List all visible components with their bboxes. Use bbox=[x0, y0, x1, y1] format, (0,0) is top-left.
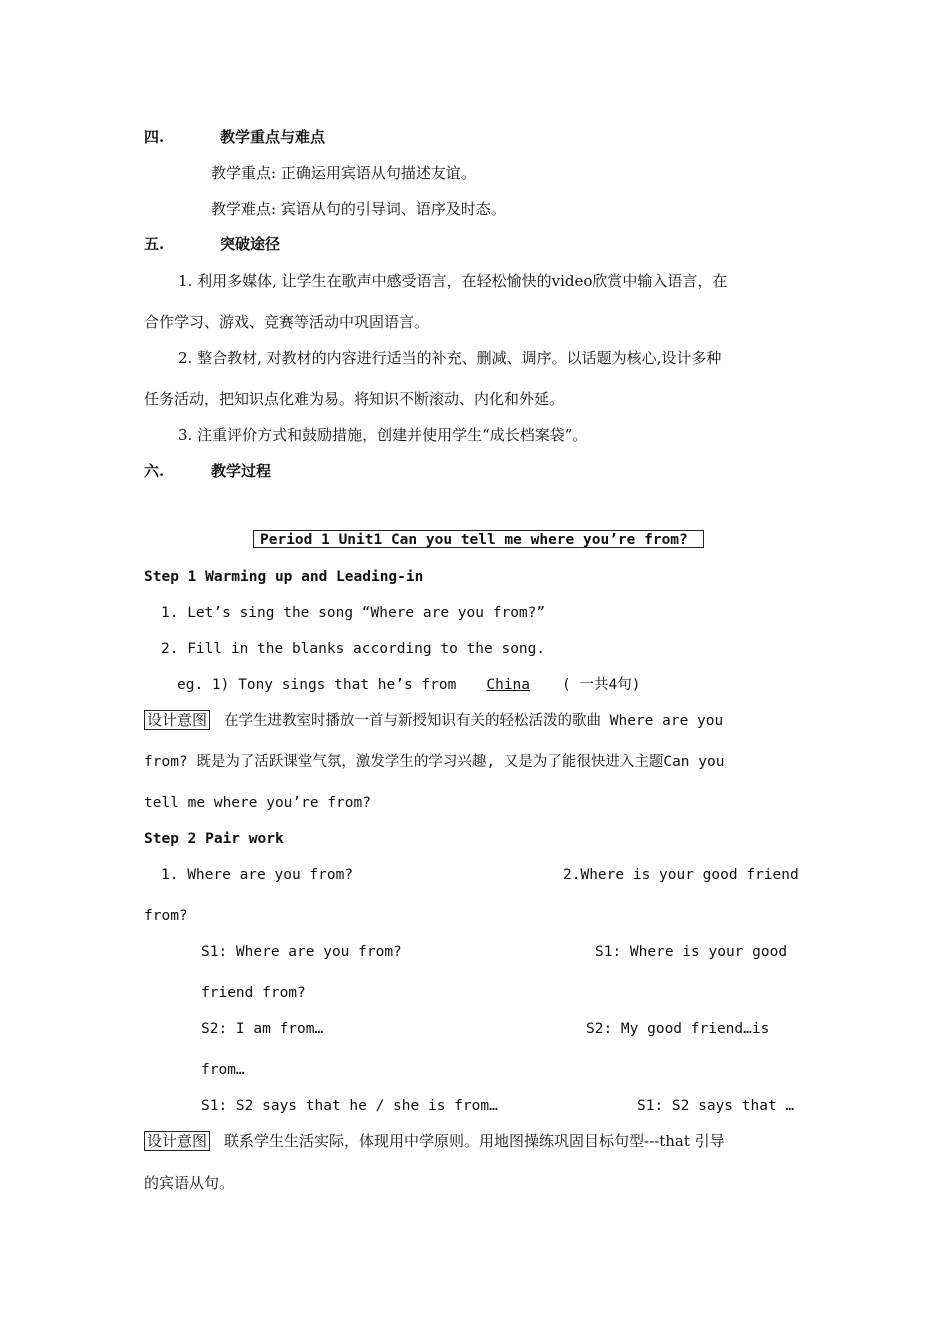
step2-design-line2: 的宾语从句。 bbox=[144, 1174, 235, 1192]
dialog-s3-left: S1: S2 says that he / she is from… bbox=[201, 1098, 498, 1114]
example-note: ( 一共4句) bbox=[562, 677, 641, 693]
section6-number: 六. bbox=[144, 462, 165, 480]
pair-question-2: 2.Where is your good friend bbox=[563, 867, 799, 883]
strategy-item-2-line2: 任务活动，把知识点化难为易。将知识不断滚动、内化和外延。 bbox=[144, 390, 565, 408]
example-answer: China bbox=[486, 677, 531, 693]
step2-heading: Step 2 Pair work bbox=[144, 831, 284, 847]
section4-number: 四. bbox=[144, 128, 165, 146]
step1-example bbox=[177, 675, 640, 695]
step1-design-intent bbox=[144, 710, 723, 731]
design-intent-label-2: 设计意图 bbox=[144, 1131, 210, 1151]
section6-heading: 教学过程 bbox=[211, 462, 272, 480]
design-intent-label: 设计意图 bbox=[144, 710, 210, 730]
step1-design-line3: tell me where you’re from? bbox=[144, 795, 371, 811]
pair-question-2-cont: from? bbox=[144, 908, 188, 924]
strategy-item-2-line1: 2. 整合教材, 对教材的内容进行适当的补充、删减、调序。以话题为核心,设计多种 bbox=[178, 349, 722, 367]
example-prefix: eg. 1) Tony sings that he’s from bbox=[177, 677, 457, 693]
strategy-item-1-line2: 合作学习、游戏、竞赛等活动中巩固语言。 bbox=[144, 313, 430, 331]
dialog-s1-right: S1: Where is your good bbox=[595, 944, 788, 960]
step1-heading: Step 1 Warming up and Leading-in bbox=[144, 569, 424, 585]
dialog-s3-right: S1: S2 says that … bbox=[637, 1098, 795, 1114]
section4-heading: 教学重点与难点 bbox=[220, 128, 326, 146]
strategy-item-1-line1: 1. 利用多媒体, 让学生在歌声中感受语言，在轻松愉快的video欣赏中输入语言，在 bbox=[178, 272, 728, 290]
step1-item-1: 1. Let’s sing the song “Where are you from?” bbox=[161, 605, 546, 621]
dialog-s1-left: S1: Where are you from? bbox=[201, 944, 402, 960]
step1-item-2: 2. Fill in the blanks according to the song. bbox=[161, 641, 546, 657]
step1-design-line2: from? 既是为了活跃课堂气氛，激发学生的学习兴趣, 又是为了能很快进入主题Can you bbox=[144, 754, 725, 770]
strategy-item-3: 3. 注重评价方式和鼓励措施，创建并使用学生“成长档案袋”。 bbox=[178, 426, 588, 444]
step2-design-intent bbox=[144, 1131, 725, 1151]
section5-number: 五. bbox=[144, 235, 165, 253]
difficult-point-text: 教学难点: 宾语从句的引导词、语序及时态。 bbox=[211, 200, 506, 218]
section5-heading: 突破途径 bbox=[220, 235, 281, 253]
dialog-s1-right-cont: friend from? bbox=[201, 985, 306, 1001]
dialog-s2-right: S2: My good friend…is bbox=[586, 1021, 770, 1037]
period-title: Period 1 Unit1 Can you tell me where you’re from? bbox=[253, 530, 704, 548]
design-intent-text: 在学生进教室时播放一首与新授知识有关的轻松活泼的歌曲 Where are you bbox=[224, 713, 724, 729]
design-intent-text-2: 联系学生生活实际，体现用中学原则。用地图操练巩固目标句型---that 引导 bbox=[224, 1132, 725, 1150]
dialog-s2-right-cont: from… bbox=[201, 1062, 245, 1078]
key-point-text: 教学重点: 正确运用宾语从句描述友谊。 bbox=[211, 164, 476, 182]
dialog-s2-left: S2: I am from… bbox=[201, 1021, 324, 1037]
pair-question-1: 1. Where are you from? bbox=[161, 867, 354, 883]
